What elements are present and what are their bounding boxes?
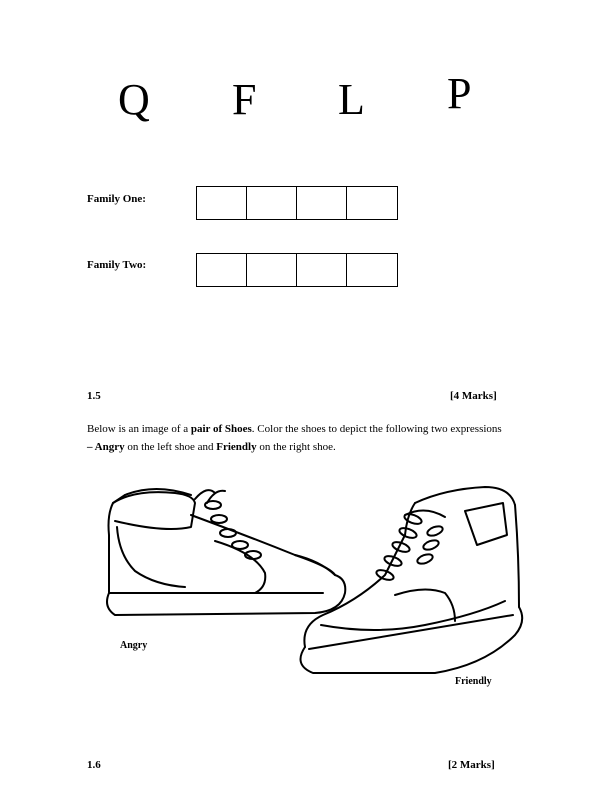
letter-f: F	[232, 75, 257, 124]
family-one-box[interactable]	[347, 187, 397, 219]
letter-l: L	[338, 75, 365, 124]
mid-text: on the left shoe and	[124, 441, 217, 453]
left-shoe	[107, 489, 345, 615]
friendly-caption: Friendly	[455, 676, 492, 687]
family-two-box[interactable]	[297, 254, 347, 286]
family-two-box[interactable]	[247, 254, 297, 286]
end-text: on the right shoe.	[256, 441, 336, 453]
question-number: 1.5	[87, 390, 101, 402]
family-one-box[interactable]	[297, 187, 347, 219]
intro-post: . Color the shoes to depict the following two expressions	[251, 423, 502, 435]
question-instructions	[87, 420, 527, 456]
letter-q: Q	[118, 75, 150, 124]
question-marks-2: [2 Marks]	[448, 759, 495, 771]
family-one-box[interactable]	[197, 187, 247, 219]
angry-word: Angry	[94, 441, 125, 453]
family-one-box[interactable]	[247, 187, 297, 219]
shoes-illustration	[95, 475, 535, 685]
friendly-word: Friendly	[216, 441, 257, 453]
family-two-grid	[196, 253, 398, 287]
family-two-box[interactable]	[197, 254, 247, 286]
dash: –	[87, 441, 95, 453]
family-two-label: Family Two:	[87, 259, 147, 271]
letter-p: P	[447, 69, 472, 118]
family-two-box[interactable]	[347, 254, 397, 286]
intro-text: Below is an image of a	[87, 423, 191, 435]
question-marks: [4 Marks]	[450, 390, 497, 402]
angry-caption: Angry	[120, 640, 148, 651]
family-one-grid	[196, 186, 398, 220]
question-number-2: 1.6	[87, 759, 101, 771]
family-one-label: Family One:	[87, 193, 146, 205]
intro-bold: pair of Shoes	[190, 423, 252, 435]
right-shoe	[301, 487, 523, 673]
